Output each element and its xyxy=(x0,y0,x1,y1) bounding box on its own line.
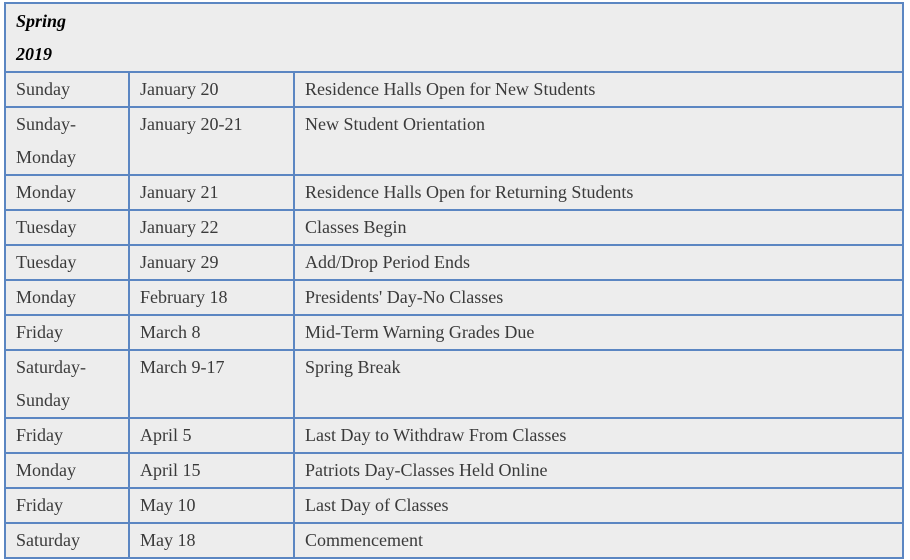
table-row xyxy=(5,350,903,418)
event-text: Last Day of Classes xyxy=(305,495,449,515)
day-cell xyxy=(5,418,129,453)
day-text: Sunday xyxy=(16,79,70,99)
day-text: Monday xyxy=(16,460,76,480)
event-text: Add/Drop Period Ends xyxy=(305,252,470,272)
event-cell xyxy=(294,175,903,210)
date-text: January 22 xyxy=(140,217,219,237)
table-row xyxy=(5,72,903,107)
date-text: May 10 xyxy=(140,495,196,515)
day-text: Friday xyxy=(16,322,63,342)
table-row xyxy=(5,107,903,175)
event-text: Commencement xyxy=(305,530,423,550)
table-row xyxy=(5,315,903,350)
table-row xyxy=(5,488,903,523)
day-text: Friday xyxy=(16,425,63,445)
day-cell xyxy=(5,245,129,280)
table-row xyxy=(5,175,903,210)
event-text: Spring Break xyxy=(305,357,401,377)
date-cell xyxy=(129,523,294,558)
day-cell xyxy=(5,350,129,418)
event-cell xyxy=(294,488,903,523)
date-text: April 5 xyxy=(140,425,192,445)
date-cell xyxy=(129,350,294,418)
date-cell xyxy=(129,280,294,315)
day-cell xyxy=(5,315,129,350)
date-text: March 8 xyxy=(140,322,201,342)
date-cell xyxy=(129,488,294,523)
date-text: April 15 xyxy=(140,460,201,480)
event-text: Last Day to Withdraw From Classes xyxy=(305,425,567,445)
day-text: Tuesday xyxy=(16,217,77,237)
term-title-line2: 2019 xyxy=(16,44,52,64)
event-cell xyxy=(294,72,903,107)
day-cell xyxy=(5,523,129,558)
day-text: Tuesday xyxy=(16,252,77,272)
event-cell xyxy=(294,245,903,280)
event-text: Residence Halls Open for New Students xyxy=(305,79,596,99)
term-header-row xyxy=(5,3,903,72)
day-cell xyxy=(5,107,129,175)
event-cell xyxy=(294,280,903,315)
date-cell xyxy=(129,107,294,175)
date-cell xyxy=(129,72,294,107)
date-cell xyxy=(129,453,294,488)
day-text: Sunday- xyxy=(16,114,76,134)
event-cell xyxy=(294,523,903,558)
day-text: Friday xyxy=(16,495,63,515)
term-title xyxy=(5,3,903,72)
date-cell xyxy=(129,175,294,210)
event-text: Classes Begin xyxy=(305,217,407,237)
day-cell xyxy=(5,210,129,245)
event-text: New Student Orientation xyxy=(305,114,485,134)
table-row xyxy=(5,418,903,453)
event-text: Residence Halls Open for Returning Students xyxy=(305,182,634,202)
day-cell xyxy=(5,175,129,210)
day-cell xyxy=(5,488,129,523)
day-text: Monday xyxy=(16,182,76,202)
event-cell xyxy=(294,107,903,175)
event-text: Mid-Term Warning Grades Due xyxy=(305,322,535,342)
date-text: January 21 xyxy=(140,182,219,202)
event-cell xyxy=(294,210,903,245)
date-cell xyxy=(129,210,294,245)
event-cell xyxy=(294,315,903,350)
day-text-line2: Sunday xyxy=(16,390,70,410)
table-row xyxy=(5,523,903,558)
day-text: Saturday xyxy=(16,530,80,550)
term-title-line1: Spring xyxy=(16,11,67,31)
day-text: Monday xyxy=(16,287,76,307)
date-cell xyxy=(129,315,294,350)
day-text-line2: Monday xyxy=(16,147,76,167)
event-text: Patriots Day-Classes Held Online xyxy=(305,460,548,480)
event-text: Presidents' Day-No Classes xyxy=(305,287,504,307)
date-text: March 9-17 xyxy=(140,357,225,377)
date-text: May 18 xyxy=(140,530,196,550)
event-cell xyxy=(294,418,903,453)
date-cell xyxy=(129,418,294,453)
date-text: January 20 xyxy=(140,79,219,99)
date-text: January 20-21 xyxy=(140,114,243,134)
day-cell xyxy=(5,72,129,107)
table-row xyxy=(5,245,903,280)
academic-calendar-table xyxy=(4,2,904,559)
table-row xyxy=(5,280,903,315)
date-text: January 29 xyxy=(140,252,219,272)
date-text: February 18 xyxy=(140,287,228,307)
table-row xyxy=(5,210,903,245)
table-row xyxy=(5,453,903,488)
date-cell xyxy=(129,245,294,280)
event-cell xyxy=(294,350,903,418)
day-cell xyxy=(5,453,129,488)
event-cell xyxy=(294,453,903,488)
day-cell xyxy=(5,280,129,315)
day-text: Saturday- xyxy=(16,357,86,377)
